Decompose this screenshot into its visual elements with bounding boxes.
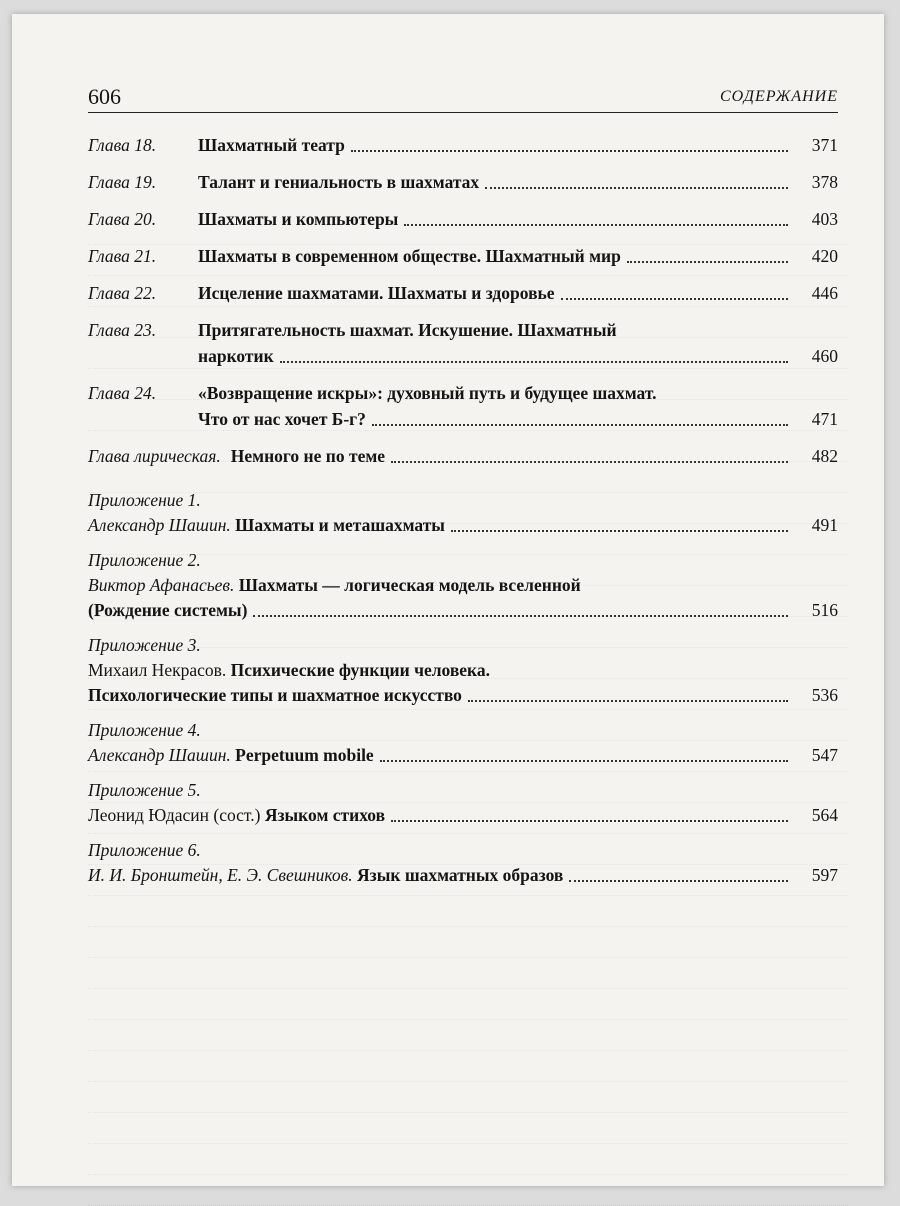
chapter-label: Глава 22. — [88, 283, 157, 303]
leader-dots — [468, 699, 788, 702]
appendix-author: Виктор Афанасьев. — [88, 575, 235, 595]
toc-entry-chapter-lyrical[interactable] — [88, 443, 838, 469]
page-ref: 460 — [811, 346, 838, 366]
chapter-title-line-2: Что от нас хочет Б-г? — [198, 409, 366, 429]
leader-dots — [485, 186, 788, 189]
running-head: СОДЕРЖАНИЕ — [719, 88, 838, 105]
leader-dots — [569, 879, 788, 882]
appendix-title-line-1: Психические функции человека. — [230, 660, 491, 680]
appendix-title: Perpetuum mobile — [235, 745, 374, 765]
leader-dots — [451, 529, 788, 532]
chapter-label: Глава 21. — [88, 246, 157, 266]
page-ref: 536 — [811, 685, 838, 705]
chapter-label: Глава 19. — [88, 172, 157, 192]
chapter-title-line-2: наркотик — [198, 346, 274, 366]
page-ref: 471 — [811, 409, 838, 429]
page-ref: 403 — [811, 209, 838, 229]
chapter-title: Шахматный театр — [198, 135, 345, 155]
toc-entry-appendix-1[interactable] — [88, 488, 838, 538]
toc-entry-chapter-19[interactable] — [88, 169, 838, 195]
book-page — [12, 14, 884, 1186]
appendix-author: Леонид Юдасин (сост.) — [88, 805, 261, 825]
toc-entry-chapter-24[interactable] — [88, 380, 838, 432]
appendix-label: Приложение 4. — [88, 720, 201, 740]
chapter-title: Шахматы и компьютеры — [198, 209, 399, 229]
appendix-title: Языком стихов — [264, 805, 386, 825]
page-header — [88, 80, 838, 113]
chapter-title: Немного не по теме — [230, 446, 386, 466]
page-ref: 420 — [811, 246, 838, 266]
page-ref: 491 — [811, 515, 838, 535]
chapter-title: Исцеление шахматами. Шахматы и здоровье — [198, 283, 555, 303]
leader-dots — [391, 819, 788, 822]
chapter-title-line-1: Притягательность шахмат. Искушение. Шахматный — [198, 320, 617, 340]
chapter-label: Глава 24. — [88, 383, 157, 403]
page-ref: 446 — [811, 283, 838, 303]
leader-dots — [380, 759, 788, 762]
chapter-title-line-1: «Возвращение искры»: духовный путь и будущее шахмат. — [198, 383, 657, 403]
toc-entry-chapter-21[interactable] — [88, 243, 838, 269]
leader-dots — [280, 360, 788, 363]
appendix-label: Приложение 2. — [88, 550, 201, 570]
leader-dots — [372, 423, 788, 426]
chapter-title: Шахматы в современном обществе. Шахматный мир — [198, 246, 621, 266]
appendix-title: Шахматы и меташахматы — [235, 515, 445, 535]
page-ref: 564 — [811, 805, 838, 825]
toc-entry-chapter-18[interactable] — [88, 132, 838, 158]
appendix-title-line-1: Шахматы — логическая модель вселенной — [238, 575, 581, 595]
appendix-author: Александр Шашин. — [88, 745, 231, 765]
chapter-label: Глава 20. — [88, 209, 157, 229]
toc-entry-chapter-23[interactable] — [88, 317, 838, 369]
toc-entry-chapter-22[interactable] — [88, 280, 838, 306]
page-ref: 516 — [811, 600, 838, 620]
appendix-author: Александр Шашин. — [88, 515, 231, 535]
toc-entry-chapter-20[interactable] — [88, 206, 838, 232]
appendix-author: Михаил Некрасов. — [88, 660, 227, 680]
toc-entry-appendix-6[interactable] — [88, 838, 838, 888]
appendix-label: Приложение 1. — [88, 490, 201, 510]
appendix-title-line-2: Психологические типы и шахматное искусство — [88, 685, 462, 705]
page-ref: 597 — [811, 865, 838, 885]
leader-dots — [391, 460, 788, 463]
toc-entry-appendix-5[interactable] — [88, 778, 838, 828]
appendix-label: Приложение 3. — [88, 635, 201, 655]
leader-dots — [627, 260, 788, 263]
leader-dots — [561, 297, 788, 300]
leader-dots — [351, 149, 788, 152]
leader-dots — [253, 614, 788, 617]
appendix-label: Приложение 5. — [88, 780, 201, 800]
appendix-title-line-2: (Рождение системы) — [88, 600, 248, 620]
toc-entry-appendix-2[interactable] — [88, 548, 838, 623]
appendix-author: И. И. Бронштейн, Е. Э. Свешников. — [88, 865, 353, 885]
toc-entry-appendix-3[interactable] — [88, 633, 838, 708]
page-ref: 378 — [811, 172, 838, 192]
leader-dots — [404, 223, 788, 226]
page-ref: 371 — [811, 135, 838, 155]
chapter-title: Талант и гениальность в шахматах — [198, 172, 480, 192]
chapter-label: Глава 23. — [88, 320, 157, 340]
appendix-title: Язык шахматных образов — [357, 865, 564, 885]
chapter-label: Глава лирическая. — [88, 446, 221, 466]
page-ref: 547 — [811, 745, 838, 765]
table-of-contents — [88, 132, 838, 898]
toc-entry-appendix-4[interactable] — [88, 718, 838, 768]
chapter-label: Глава 18. — [88, 135, 157, 155]
page-ref: 482 — [811, 446, 838, 466]
page-number: 606 — [88, 84, 121, 109]
appendix-label: Приложение 6. — [88, 840, 201, 860]
